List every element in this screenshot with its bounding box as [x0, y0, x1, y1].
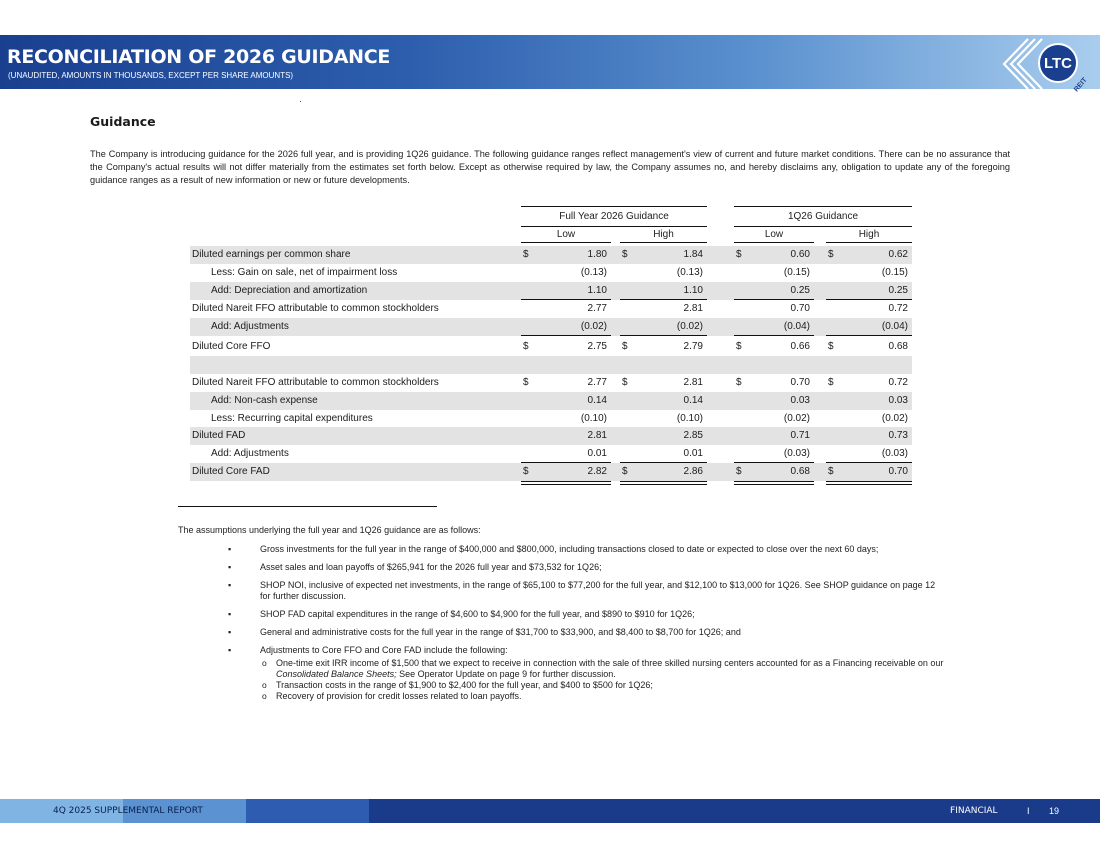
row-label: Diluted Core FFO [192, 341, 271, 352]
cell-value: 2.82 [587, 466, 607, 477]
cell-value: (0.15) [783, 267, 810, 278]
sub-item-italic: Consolidated Balance Sheets; [276, 669, 397, 679]
cell-value: 0.70 [790, 303, 810, 314]
table-cell [521, 264, 611, 282]
intro-paragraph: The Company is introducing guidance for the 2026 full year, and is providing 1Q26 guidance. The following guidance ranges reflect management's view of current and future market conditions. There can be no assurance that the Company's actual results will not differ materially from the estimates set forth below. Except as otherwise required by law, the Company assumes no, and hereby disclaims any, obligation to update any of the foregoing guidance ranges as a result of new information or new or future developments. [90, 149, 1010, 185]
cell-value: 0.70 [888, 466, 908, 477]
table-cell [826, 410, 912, 428]
table-row [190, 300, 912, 318]
table-cell [521, 392, 611, 410]
currency-sign: $ [622, 249, 628, 260]
ltc-reit-logo [994, 33, 1094, 95]
table-row [190, 338, 912, 356]
cell-value: (0.02) [881, 413, 908, 424]
table-cell [734, 264, 814, 282]
cell-value: 1.80 [587, 249, 607, 260]
sub-item-text: See Operator Update on page 9 for further discussion. [396, 669, 616, 679]
table-row [190, 356, 912, 374]
sub-list-item [260, 658, 948, 680]
table-cell [620, 463, 707, 481]
table-row [190, 392, 912, 410]
cell-value: 2.86 [683, 466, 703, 477]
assumptions-list [228, 544, 948, 709]
row-label: Less: Recurring capital expenditures [211, 413, 373, 424]
cell-value: 2.75 [587, 341, 607, 352]
table-cell [620, 392, 707, 410]
row-label: Add: Depreciation and amortization [211, 285, 368, 296]
table-row [190, 264, 912, 282]
row-label: Diluted earnings per common share [192, 249, 351, 260]
table-cell [734, 338, 814, 356]
cell-value: 2.77 [587, 377, 607, 388]
list-item [228, 645, 948, 702]
table-cell [734, 300, 814, 318]
column-rule [521, 242, 611, 243]
currency-sign: $ [736, 466, 742, 477]
cell-value: 2.85 [683, 430, 703, 441]
table-cell [620, 427, 707, 445]
row-label: Diluted FAD [192, 430, 246, 441]
table-cell [734, 374, 814, 392]
table-cell [826, 264, 912, 282]
cell-value: 0.71 [790, 430, 810, 441]
table-cell [521, 246, 611, 264]
table-cell [521, 410, 611, 428]
row-label: Less: Gain on sale, net of impairment loss [211, 267, 398, 278]
cell-value: (0.15) [881, 267, 908, 278]
currency-sign: $ [622, 341, 628, 352]
table-cell [620, 246, 707, 264]
footer-report-title: 4Q 2025 SUPPLEMENTAL REPORT [53, 806, 203, 816]
cell-value: 2.81 [683, 377, 703, 388]
table-cell [521, 338, 611, 356]
group-bottom-rule [734, 226, 912, 227]
table-cell [620, 318, 707, 336]
logo-text: LTC [1043, 55, 1073, 72]
table-cell [620, 356, 707, 374]
group-top-rule [521, 206, 707, 207]
page-title: RECONCILIATION OF 2026 GUIDANCE [7, 46, 391, 68]
currency-sign: $ [622, 466, 628, 477]
cell-value: 1.10 [683, 285, 703, 296]
stray-dot [300, 101, 301, 102]
table-cell [521, 374, 611, 392]
currency-sign: $ [523, 377, 529, 388]
list-item: ▪ SHOP FAD capital expenditures in the range of $4,600 to $4,900 for the full year, and $890 to $910 for 1Q26; [228, 609, 948, 620]
sub-list-item: o Recovery of provision for credit losses related to loan payoffs. [260, 691, 948, 702]
table-cell [620, 445, 707, 463]
row-label: Diluted Core FAD [192, 466, 270, 477]
table-cell [521, 445, 611, 463]
footnote-rule [178, 506, 437, 507]
cell-value: 2.79 [683, 341, 703, 352]
cell-value: (0.13) [676, 267, 703, 278]
column-header-low: Low [764, 229, 784, 240]
group-top-rule [734, 206, 912, 207]
cell-value: 0.60 [790, 249, 810, 260]
cell-value: 0.70 [790, 377, 810, 388]
cell-value: 0.01 [587, 448, 607, 459]
cell-value: 0.03 [790, 395, 810, 406]
table-cell [620, 300, 707, 318]
logo-sub-text: REIT [1073, 76, 1089, 94]
currency-sign: $ [736, 377, 742, 388]
table-cell [734, 427, 814, 445]
row-label: Add: Adjustments [211, 448, 289, 459]
cell-value: 0.25 [790, 285, 810, 296]
table-cell [620, 374, 707, 392]
table-cell [826, 338, 912, 356]
cell-value: 1.10 [587, 285, 607, 296]
currency-sign: $ [523, 466, 529, 477]
row-label: Add: Adjustments [211, 321, 289, 332]
table-cell [521, 427, 611, 445]
page-subtitle: (UNAUDITED, AMOUNTS IN THOUSANDS, EXCEPT PER SHARE AMOUNTS) [8, 71, 294, 80]
cell-value: 2.81 [683, 303, 703, 314]
table-cell [734, 463, 814, 481]
cell-value: (0.04) [783, 321, 810, 332]
cell-value: (0.02) [580, 321, 607, 332]
group-label-1q26: 1Q26 Guidance [787, 211, 859, 222]
table-row [190, 282, 912, 300]
table-cell [826, 300, 912, 318]
table-cell [734, 410, 814, 428]
table-cell [734, 356, 814, 374]
group-label-full-year: Full Year 2026 Guidance [559, 211, 669, 222]
page-header [0, 35, 1100, 89]
column-rule [620, 242, 707, 243]
cell-value: (0.13) [580, 267, 607, 278]
table-cell [826, 282, 912, 300]
table-cell [620, 338, 707, 356]
cell-value: 0.66 [790, 341, 810, 352]
list-item: ▪ General and administrative costs for the full year in the range of $31,700 to $33,900, and $8,400 to $8,700 for 1Q26; and [228, 627, 948, 638]
cell-value: 0.62 [888, 249, 908, 260]
currency-sign: $ [736, 249, 742, 260]
table-cell [826, 427, 912, 445]
table-cell [734, 282, 814, 300]
table-cell [826, 374, 912, 392]
table-cell [826, 246, 912, 264]
table-cell [521, 463, 611, 481]
currency-sign: $ [828, 249, 834, 260]
currency-sign: $ [523, 249, 529, 260]
table-cell [521, 318, 611, 336]
table-cell [521, 300, 611, 318]
cell-value: (0.03) [881, 448, 908, 459]
table-cell [620, 264, 707, 282]
footer-separator: I [1027, 806, 1030, 816]
cell-value: 0.68 [888, 341, 908, 352]
footer-segment [246, 799, 369, 823]
cell-value: (0.02) [676, 321, 703, 332]
page-footer [0, 799, 1100, 823]
cell-value: 0.01 [683, 448, 703, 459]
table-cell [734, 246, 814, 264]
list-item: ▪ SHOP NOI, inclusive of expected net investments, in the range of $65,100 to $77,200 for the full year, and $12,100 to $13,000 for 1Q26. See SHOP guidance on page 12 for further discussion. [228, 580, 948, 602]
currency-sign: $ [828, 377, 834, 388]
page-number: 19 [1049, 806, 1060, 816]
list-item: ▪ Asset sales and loan payoffs of $265,941 for the 2026 full year and $73,532 for 1Q26; [228, 562, 948, 573]
table-cell [521, 282, 611, 300]
table-cell [826, 463, 912, 481]
cell-value: (0.03) [783, 448, 810, 459]
row-label: Diluted Nareit FFO attributable to common stockholders [192, 377, 439, 388]
table-row [190, 427, 912, 445]
row-label: Add: Non-cash expense [211, 395, 318, 406]
cell-value: 1.84 [683, 249, 703, 260]
table-row [190, 445, 912, 463]
cell-value: (0.10) [580, 413, 607, 424]
table-cell [734, 392, 814, 410]
sub-list [260, 658, 948, 702]
sub-list-item: o Transaction costs in the range of $1,900 to $2,400 for the full year, and $400 to $500 for 1Q26; [260, 680, 948, 691]
cell-value: 0.14 [587, 395, 607, 406]
column-rule [826, 242, 912, 243]
assumptions-intro: The assumptions underlying the full year and 1Q26 guidance are as follows: [178, 525, 481, 535]
cell-value: (0.04) [881, 321, 908, 332]
column-header-low: Low [556, 229, 576, 240]
cell-value: 0.72 [888, 377, 908, 388]
currency-sign: $ [736, 341, 742, 352]
currency-sign: $ [523, 341, 529, 352]
sub-item-text: One-time exit IRR income of $1,500 that we expect to receive in connection with the sale of three skilled nursing centers accounted for as a Financing receivable on our [276, 658, 944, 668]
cell-value: 0.73 [888, 430, 908, 441]
table-cell [826, 318, 912, 336]
table-cell [521, 356, 611, 374]
group-bottom-rule [521, 226, 707, 227]
cell-value: 0.68 [790, 466, 810, 477]
currency-sign: $ [828, 341, 834, 352]
table-cell [734, 445, 814, 463]
cell-value: (0.10) [676, 413, 703, 424]
column-header-high: High [858, 229, 880, 240]
table-row [190, 246, 912, 264]
cell-value: (0.02) [783, 413, 810, 424]
cell-value: 0.14 [683, 395, 703, 406]
cell-value: 0.72 [888, 303, 908, 314]
list-item-text: Adjustments to Core FFO and Core FAD include the following: [260, 645, 508, 655]
section-heading: Guidance [90, 114, 156, 129]
table-cell [826, 356, 912, 374]
column-header-high: High [653, 229, 674, 240]
cell-value: 2.77 [587, 303, 607, 314]
table-cell [620, 282, 707, 300]
cell-value: 2.81 [587, 430, 607, 441]
currency-sign: $ [622, 377, 628, 388]
table-row [190, 410, 912, 428]
footer-section-label: FINANCIAL [950, 806, 998, 816]
column-rule [734, 242, 814, 243]
table-cell [826, 445, 912, 463]
table-cell [826, 392, 912, 410]
table-cell [620, 410, 707, 428]
table-row [190, 463, 912, 481]
table-row [190, 374, 912, 392]
currency-sign: $ [828, 466, 834, 477]
cell-value: 0.03 [888, 395, 908, 406]
table-row [190, 318, 912, 336]
row-label: Diluted Nareit FFO attributable to common stockholders [192, 303, 439, 314]
cell-value: 0.25 [888, 285, 908, 296]
list-item: ▪ Gross investments for the full year in the range of $400,000 and $800,000, including transactions closed to date or expected to close over the next 60 days; [228, 544, 948, 555]
table-cell [734, 318, 814, 336]
